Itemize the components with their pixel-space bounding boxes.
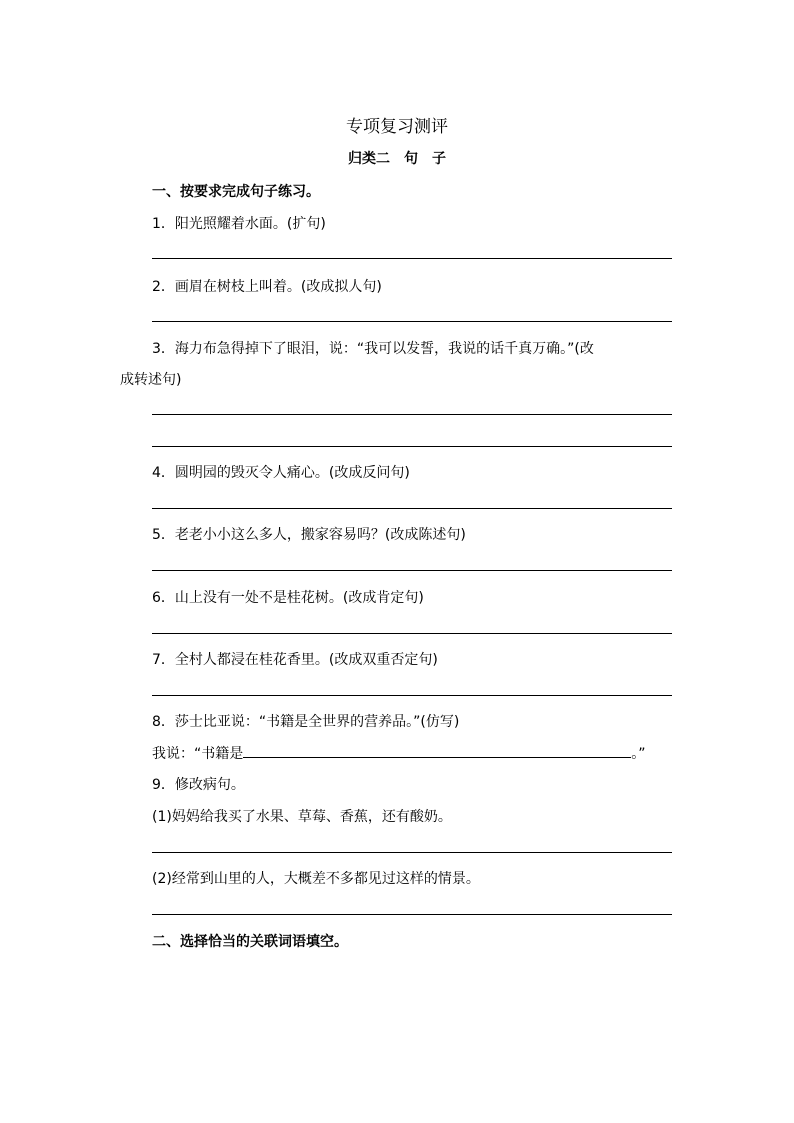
answer-line-7[interactable] [152,695,672,696]
answer-line-9-1[interactable] [152,852,672,853]
question-9-1: (1)妈妈给我买了水果、草莓、香蕉，还有酸奶。 [152,809,452,825]
answer-line-2[interactable] [152,321,672,322]
answer-line-5[interactable] [152,570,672,571]
question-4: 4．圆明园的毁灭令人痛心。(改成反问句) [152,465,410,481]
answer-line-3a[interactable] [152,414,672,415]
section-1-heading: 一、按要求完成句子练习。 [152,184,320,200]
answer-line-4[interactable] [152,508,672,509]
question-6: 6．山上没有一处不是桂花树。(改成肯定句) [152,590,424,606]
imitation-prefix: 我说：“书籍是 [152,746,244,762]
question-9-2: (2)经常到山里的人，大概差不多都见过这样的情景。 [152,871,480,887]
imitation-suffix: 。” [631,746,646,762]
question-3-continued: 成转述句) [120,372,182,388]
section-2-heading: 二、选择恰当的关联词语填空。 [152,934,348,950]
imitation-blank[interactable] [243,743,631,758]
answer-line-9-2[interactable] [152,914,672,915]
question-3: 3．海力布急得掉下了眼泪，说：“我可以发誓，我说的话千真万确。”(改 [152,341,594,357]
question-8: 8．莎士比亚说：“书籍是全世界的营养品。”(仿写) [152,714,460,730]
question-7: 7．全村人都浸在桂花香里。(改成双重否定句) [152,652,438,668]
page-title: 专项复习测评 [346,117,448,137]
question-9: 9．修改病句。 [152,777,245,793]
answer-line-3b[interactable] [152,446,672,447]
question-2: 2．画眉在树枝上叫着。(改成拟人句) [152,279,382,295]
page-subtitle: 归类二 句 子 [348,151,446,167]
question-8-imitation [152,743,646,763]
answer-line-1[interactable] [152,258,672,259]
answer-line-6[interactable] [152,633,672,634]
question-5: 5．老老小小这么多人，搬家容易吗？(改成陈述句) [152,527,466,543]
question-1: 1．阳光照耀着水面。(扩句) [152,216,326,232]
